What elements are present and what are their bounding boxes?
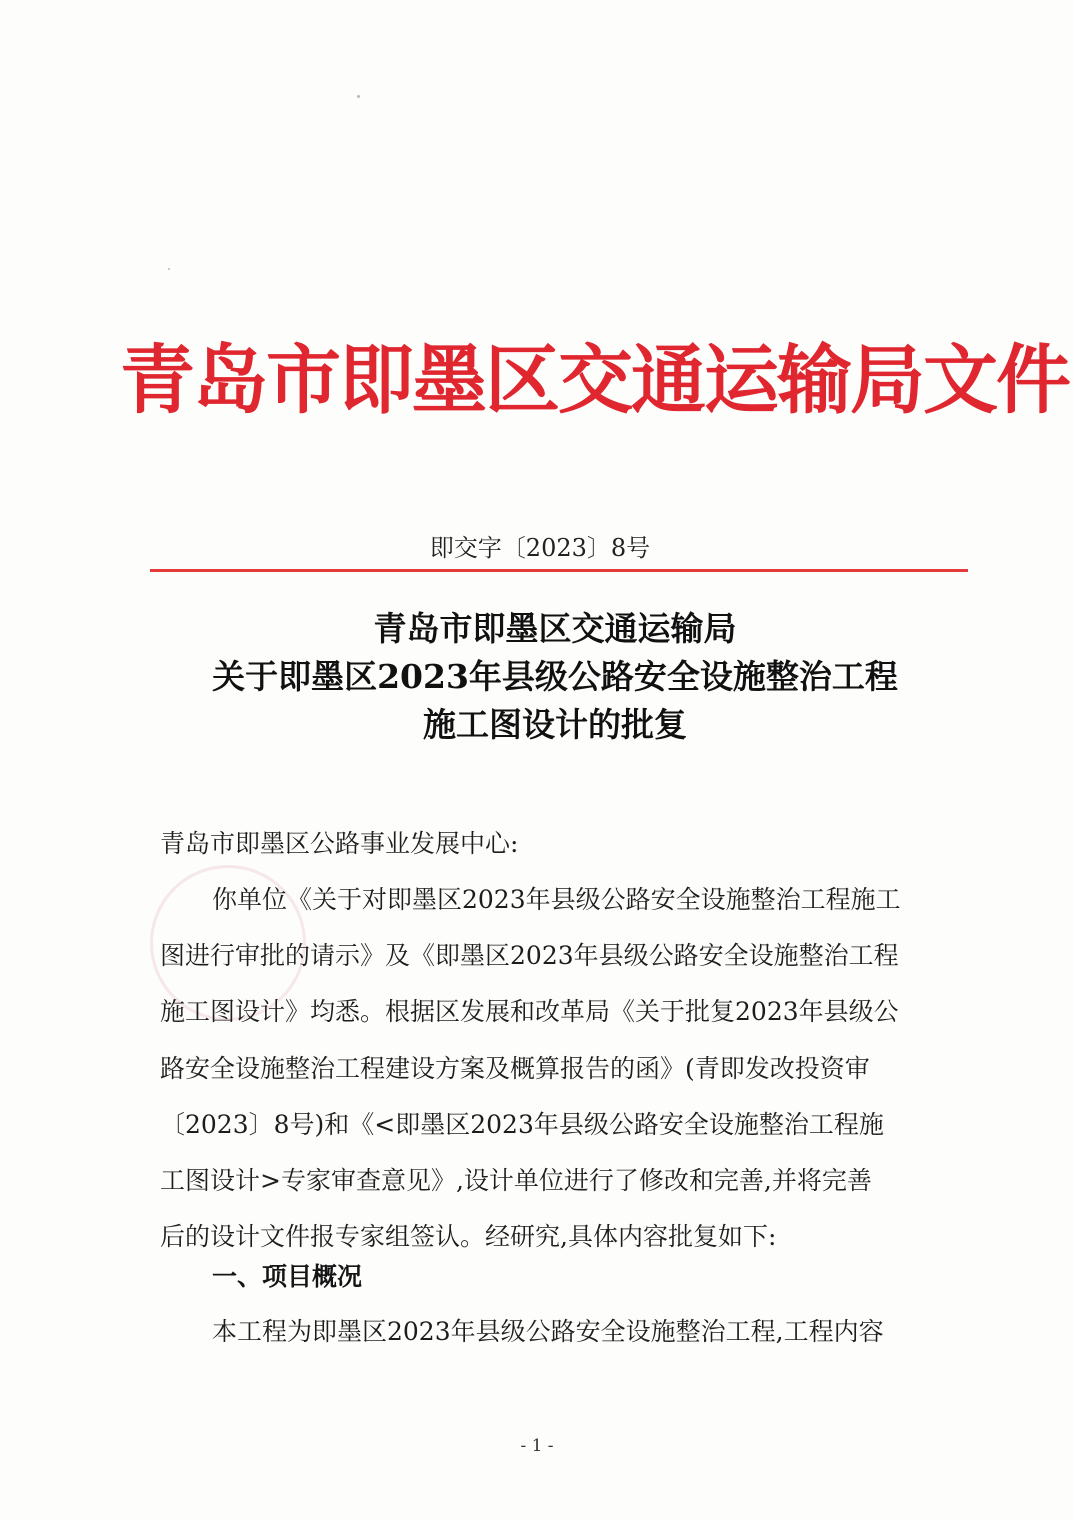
section-heading: 一、项目概况	[212, 1262, 363, 1291]
body-paragraph	[160, 872, 950, 1265]
paragraph-line: 〔2023〕8号)和《<即墨区2023年县级公路安全设施整治工程施	[160, 1109, 884, 1139]
document-title	[110, 605, 1000, 749]
title-line: 青岛市即墨区交通运输局	[373, 609, 737, 648]
scan-speck	[357, 95, 360, 98]
paragraph-line: 后的设计文件报专家组签认。经研究,具体内容批复如下:	[160, 1222, 777, 1252]
paragraph-line: 施工图设计》均悉。根据区发展和改革局《关于批复2023年县级公	[160, 997, 899, 1027]
masthead-title: 青岛市即墨区交通运输局文件	[120, 336, 1070, 424]
title-line: 关于即墨区2023年县级公路安全设施整治工程	[212, 657, 898, 696]
paragraph-line: 工图设计>专家审查意见》,设计单位进行了修改和完善,并将完善	[160, 1166, 872, 1196]
document-number: 即交字〔2023〕8号	[429, 534, 651, 562]
addressee: 青岛市即墨区公路事业发展中心:	[160, 829, 519, 858]
body-paragraph-continued: 本工程为即墨区2023年县级公路安全设施整治工程,工程内容	[212, 1317, 884, 1346]
paragraph-line: 你单位《关于对即墨区2023年县级公路安全设施整治工程施工	[212, 885, 901, 914]
paragraph-line: 图进行审批的请示》及《即墨区2023年县级公路安全设施整治工程	[160, 941, 899, 971]
paragraph-line: 路安全设施整治工程建设方案及概算报告的函》(青即发改投资审	[160, 1053, 870, 1083]
title-line: 施工图设计的批复	[423, 705, 687, 744]
scan-speck	[168, 268, 170, 270]
red-divider-line	[150, 569, 968, 572]
page-number: - 1 -	[520, 1436, 554, 1456]
